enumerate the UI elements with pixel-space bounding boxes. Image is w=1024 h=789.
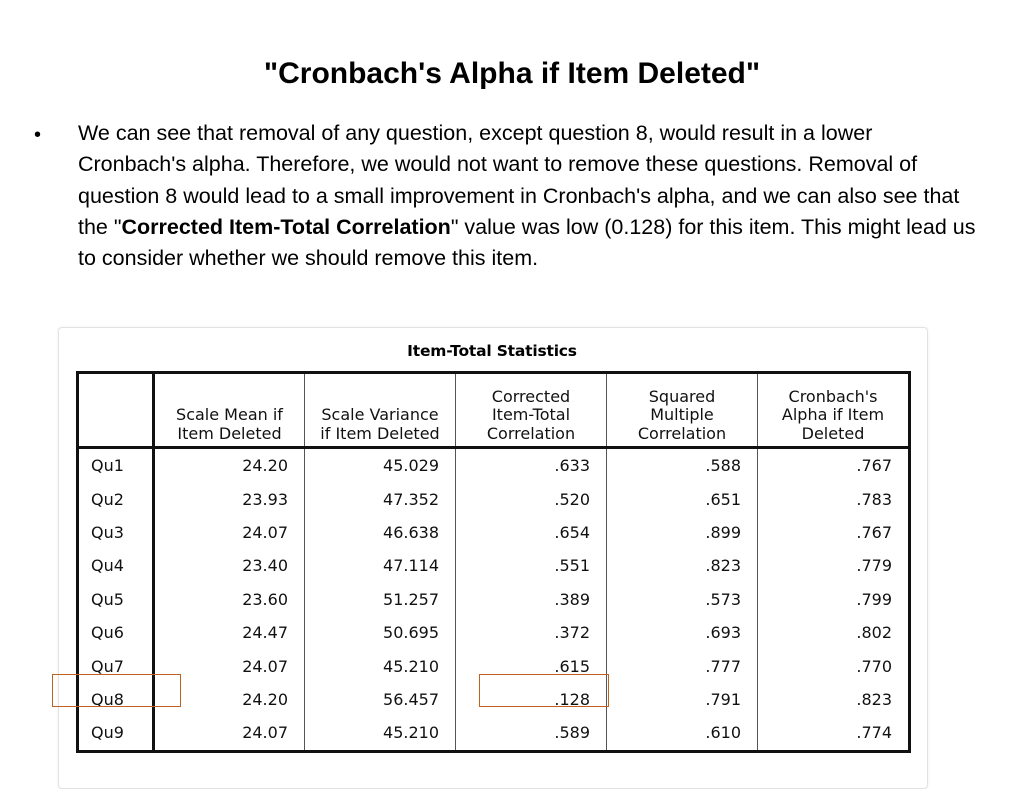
- value-cell: 24.07: [154, 716, 305, 751]
- value-cell: 45.210: [305, 716, 456, 751]
- highlight-box-qu8-label: [52, 674, 181, 707]
- value-cell: .693: [607, 616, 758, 649]
- table-row: [78, 448, 910, 483]
- table-row: [78, 616, 910, 649]
- row-label-cell: Qu5: [78, 583, 154, 616]
- value-cell: 46.638: [305, 516, 456, 549]
- value-cell: .610: [607, 716, 758, 751]
- value-cell: .774: [758, 716, 910, 751]
- value-cell: 50.695: [305, 616, 456, 649]
- bullet-marker: •: [34, 124, 42, 146]
- table-row: [78, 716, 910, 751]
- header-scale-mean-text: Scale Mean if Item Deleted: [176, 405, 283, 443]
- bullet-text-start: We can see that removal of any question, except question 8, would result in a lower Cronbach's alpha. Therefore, we would not want to remove these questions. Removal of question 8 would lead to a small improvement in Cronbach's alpha, and we can also see that the ": [78, 121, 960, 239]
- header-scale-mean: [154, 373, 305, 448]
- value-cell: 24.20: [154, 448, 305, 483]
- value-cell: 24.07: [154, 649, 305, 682]
- value-cell: 47.352: [305, 482, 456, 515]
- row-label-cell: Qu7: [78, 649, 154, 682]
- highlight-box-qu8-correlation: [479, 674, 609, 707]
- value-cell: .573: [607, 583, 758, 616]
- row-label-cell: Qu2: [78, 482, 154, 515]
- value-cell: .779: [758, 549, 910, 582]
- row-label-cell: Qu4: [78, 549, 154, 582]
- table-row: [78, 482, 910, 515]
- table-title: Item-Total Statistics: [407, 342, 577, 360]
- value-cell: .520: [456, 482, 607, 515]
- header-squared-multiple-text: Squared Multiple Correlation: [637, 386, 727, 443]
- value-cell: 23.60: [154, 583, 305, 616]
- header-scale-variance-text: Scale Variance if Item Deleted: [320, 405, 440, 443]
- bullet-paragraph: [78, 118, 978, 274]
- value-cell: .777: [607, 649, 758, 682]
- value-cell: 47.114: [305, 549, 456, 582]
- value-cell: .783: [758, 482, 910, 515]
- table-row: [78, 583, 910, 616]
- value-cell: 23.93: [154, 482, 305, 515]
- table-row: [78, 516, 910, 549]
- header-alpha-if-deleted: [758, 373, 910, 448]
- value-cell: .767: [758, 516, 910, 549]
- value-cell: .588: [607, 448, 758, 483]
- value-cell: .770: [758, 649, 910, 682]
- bullet-text-end: " value was low (0.128) for this item. This might lead us to consider whether we should remove this item.: [78, 214, 976, 271]
- row-label-cell: Qu8: [78, 683, 154, 716]
- bullet-text-bold: Corrected Item-Total Correlation: [121, 214, 451, 239]
- value-cell: 23.40: [154, 549, 305, 582]
- header-corrected-correlation: [456, 373, 607, 448]
- row-label-cell: Qu3: [78, 516, 154, 549]
- value-cell: .823: [758, 683, 910, 716]
- value-cell: .791: [607, 683, 758, 716]
- slide-title: "Cronbach's Alpha if Item Deleted": [263, 57, 761, 90]
- value-cell: 45.029: [305, 448, 456, 483]
- value-cell: .767: [758, 448, 910, 483]
- value-cell: .823: [607, 549, 758, 582]
- value-cell: 24.20: [154, 683, 305, 716]
- header-cell-corner: [78, 373, 154, 448]
- table-header-row: [78, 373, 910, 448]
- value-cell: .802: [758, 616, 910, 649]
- value-cell: .899: [607, 516, 758, 549]
- value-cell: 24.47: [154, 616, 305, 649]
- value-cell: .615: [456, 649, 607, 682]
- value-cell: 24.07: [154, 516, 305, 549]
- header-squared-multiple: [607, 373, 758, 448]
- value-cell: .651: [607, 482, 758, 515]
- value-cell: 45.210: [305, 649, 456, 682]
- table-row: [78, 549, 910, 582]
- value-cell: .589: [456, 716, 607, 751]
- header-scale-variance: [305, 373, 456, 448]
- value-cell: .551: [456, 549, 607, 582]
- header-corrected-correlation-text: Corrected Item-Total Correlation: [486, 386, 576, 443]
- value-cell: .372: [456, 616, 607, 649]
- header-alpha-if-deleted-text: Cronbach's Alpha if Item Deleted: [781, 386, 885, 443]
- row-label-cell: Qu9: [78, 716, 154, 751]
- value-cell: 56.457: [305, 683, 456, 716]
- row-label-cell: Qu1: [78, 448, 154, 483]
- value-cell: .654: [456, 516, 607, 549]
- value-cell: .633: [456, 448, 607, 483]
- value-cell: .389: [456, 583, 607, 616]
- value-cell: .128: [456, 683, 607, 716]
- value-cell: .799: [758, 583, 910, 616]
- value-cell: 51.257: [305, 583, 456, 616]
- row-label-cell: Qu6: [78, 616, 154, 649]
